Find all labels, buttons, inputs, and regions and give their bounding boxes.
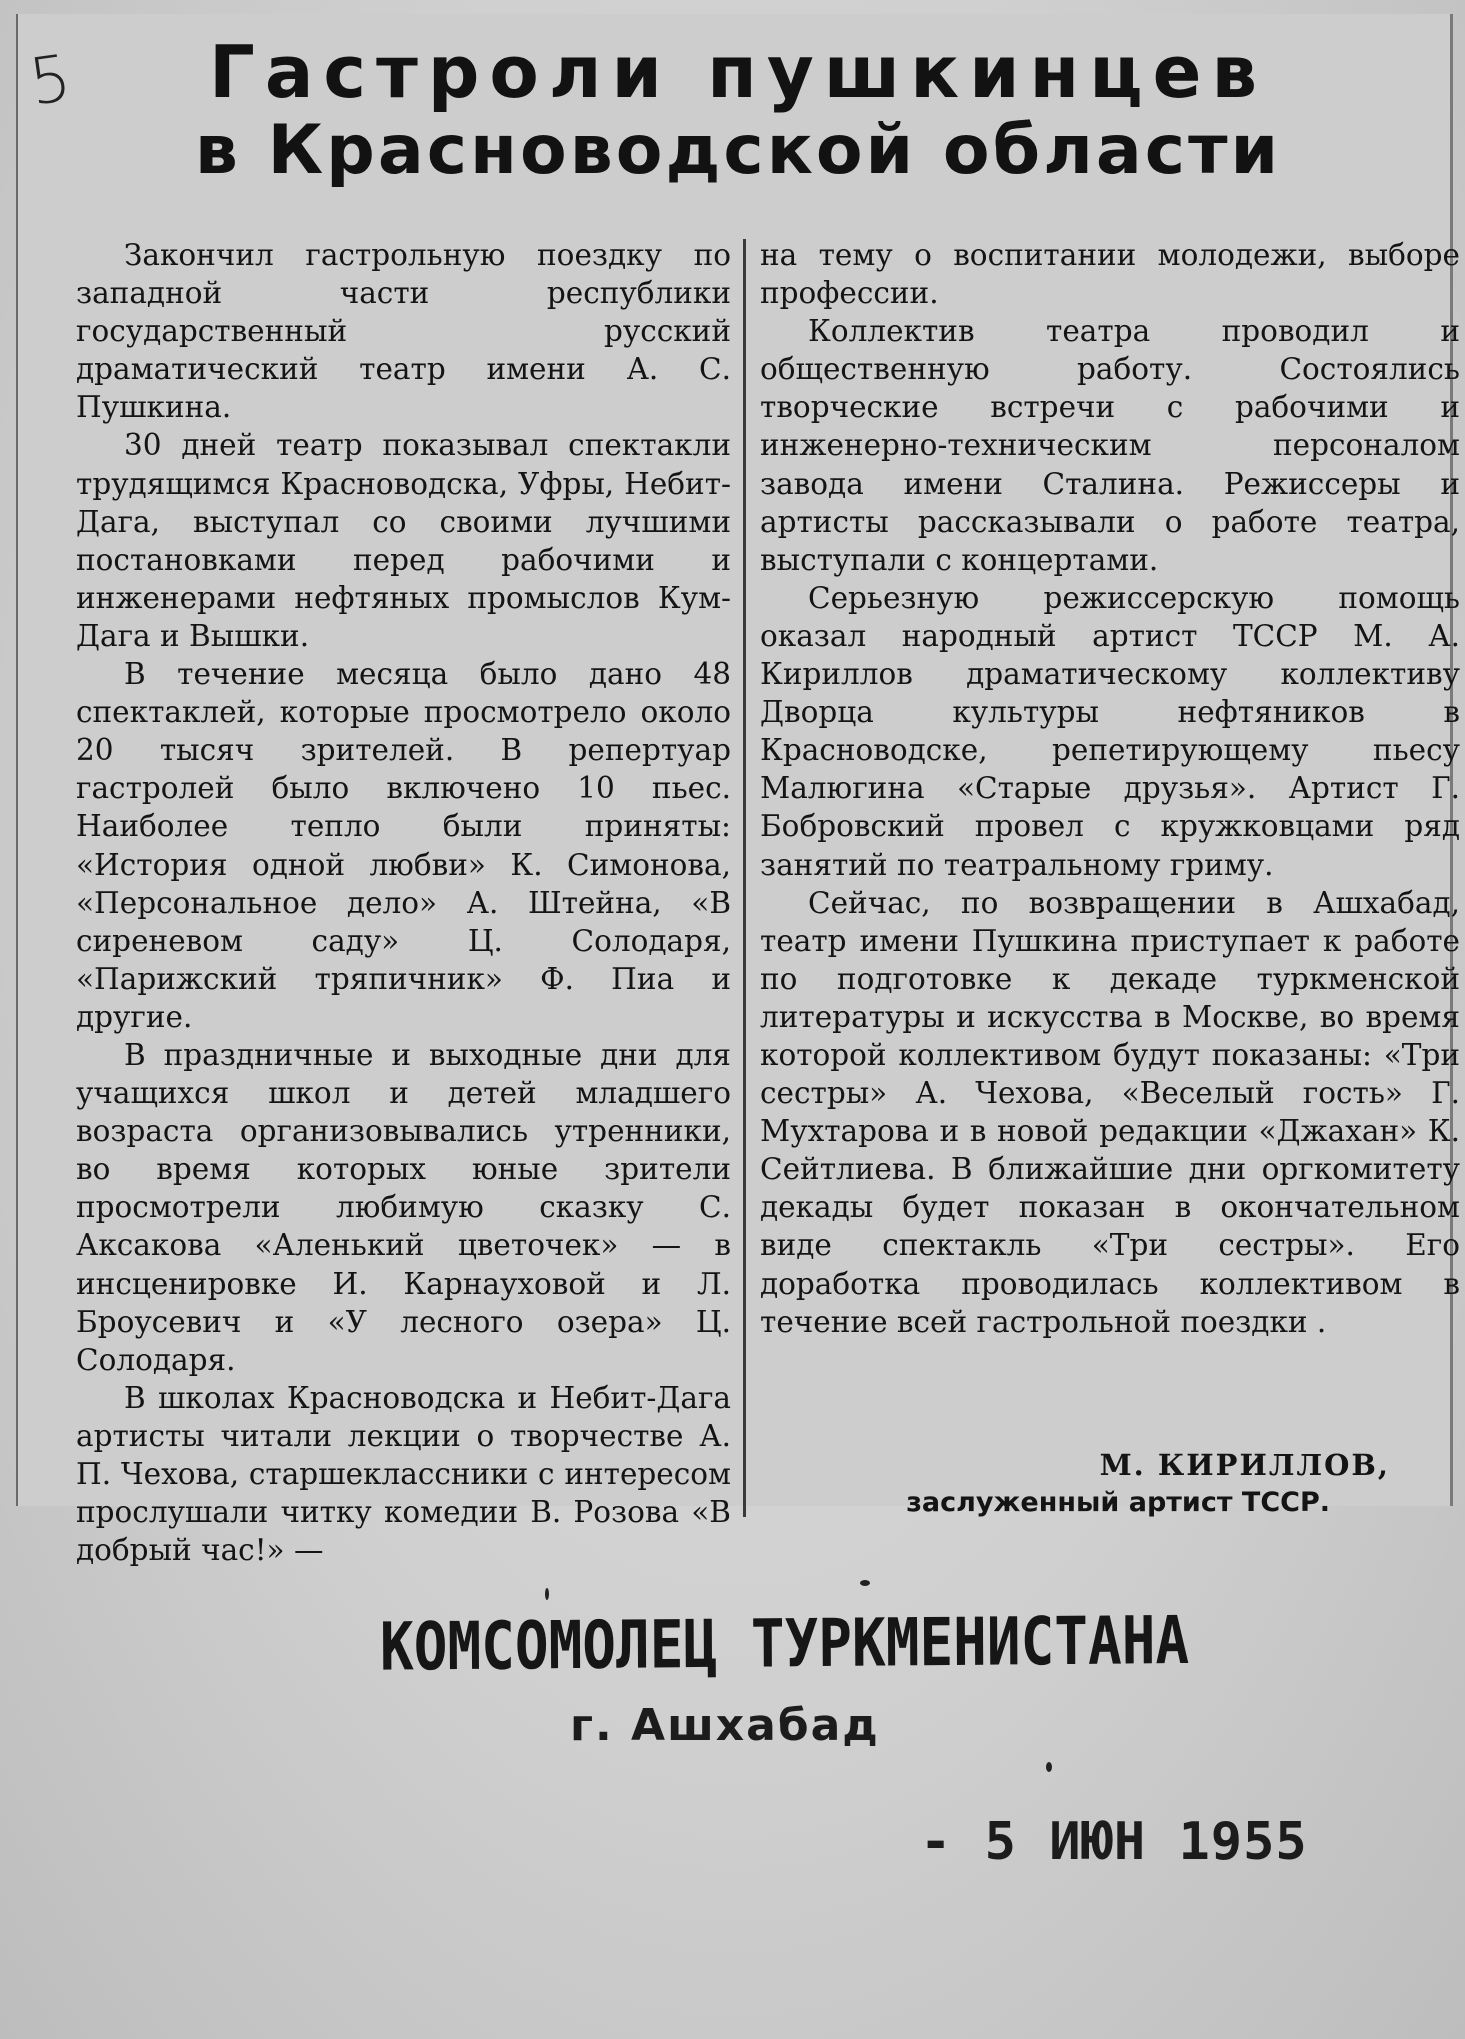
paragraph: на тему о воспитании молодежи, выборе профессии. [760,238,1460,311]
paragraph: Серьезную режиссерскую помощь оказал народный артист ТССР М. А. Кириллов драматическому коллективу Дворца культуры нефтяников в Красноводске, репетирующему пьесу Малюгина «Старые друзья». Артист Г. Бобровский провел с кружковцами ряд занятий по театральному гриму. [760,580,1460,882]
city-stamp: г. Ашхабад [570,1700,880,1751]
article-column-right [760,236,1460,1341]
article-headline [108,32,1368,189]
newspaper-clipping [16,14,1460,1568]
paragraph: Закончил гастрольную поездку по западной части республики государственный русский драматический театр имени А. С. Пушкина. [76,238,731,425]
paragraph: Сейчас, по возвращении в Ашхабад, театр имени Пушкина приступает к работе по подготовке к декаде туркменской литературы и искусства в Москве, во время которой коллективом будут показаны: «Три сестры» А. Чехова, «Веселый гость» Г. Мухтарова и в новой редакции «Джахан» К. Сейтлиева. В ближайшие дни оргкомитету декады будет показан в окончательном виде спектакль «Три сестры». Его доработка проводилась коллективом в течение всей гастрольной поездки . [760,885,1460,1339]
paragraph: В праздничные и выходные дни для учащихся школ и детей младшего возраста организовывались утренники, во время которых юные зрители просмотрели любимую сказку С. Аксакова «Аленький цветочек» — в инсценировке И. Карнауховой и Л. Броусевич и «У лесного озера» Ц. Солодаря. [76,1037,731,1377]
paragraph: 30 дней театр показывал спектакли трудящимся Красноводска, Уфры, Небит-Дага, выступал со своими лучшими постановками перед рабочими и инженерами нефтяных промыслов Кум-Дага и Вышки. [76,428,731,653]
ink-speck [545,1588,549,1600]
headline-line-2: в Красноводской области [194,110,1282,190]
newspaper-stamp: КОМСОМОЛЕЦ ТУРКМЕНИСТАНА [379,1602,1190,1687]
author-name: М. КИРИЛЛОВ, [1099,1448,1390,1482]
column-divider [743,239,746,1517]
author-title: заслуженный артист ТССР. [906,1487,1330,1518]
ink-speck [1046,1762,1052,1772]
paragraph: Коллектив театра проводил и общественную работу. Состоялись творческие встречи с рабочими и инженерно-техническим персоналом завода имени Сталина. Режиссеры и артисты рассказывали о работе театра, выступали с концертами. [760,314,1460,577]
handwritten-number: 5 [25,41,76,121]
paragraph: В течение месяца было дано 48 спектаклей, которые просмотрело около 20 тысяч зрителей. В репертуар гастролей было включено 10 пьес. Наиболее тепло были приняты: «История одной любви» К. Симонова, «Персональное дело» А. Штейна, «В сиреневом саду» Ц. Солодаря, «Парижский тряпичник» Ф. Пиа и другие. [76,657,731,1034]
headline-line-1: Гастроли пушкинцев [208,30,1268,114]
date-stamp: - 5 ИЮН 1955 [920,1812,1308,1872]
paragraph: В школах Красноводска и Небит-Дага артисты читали лекции о творчестве А. П. Чехова, старшеклассники с интересом прослушали читку комедии В. Розова «В добрый час!» — [76,1380,731,1568]
author-signature [760,1446,1390,1522]
ink-speck [860,1580,870,1586]
article-column-left [76,236,731,1569]
